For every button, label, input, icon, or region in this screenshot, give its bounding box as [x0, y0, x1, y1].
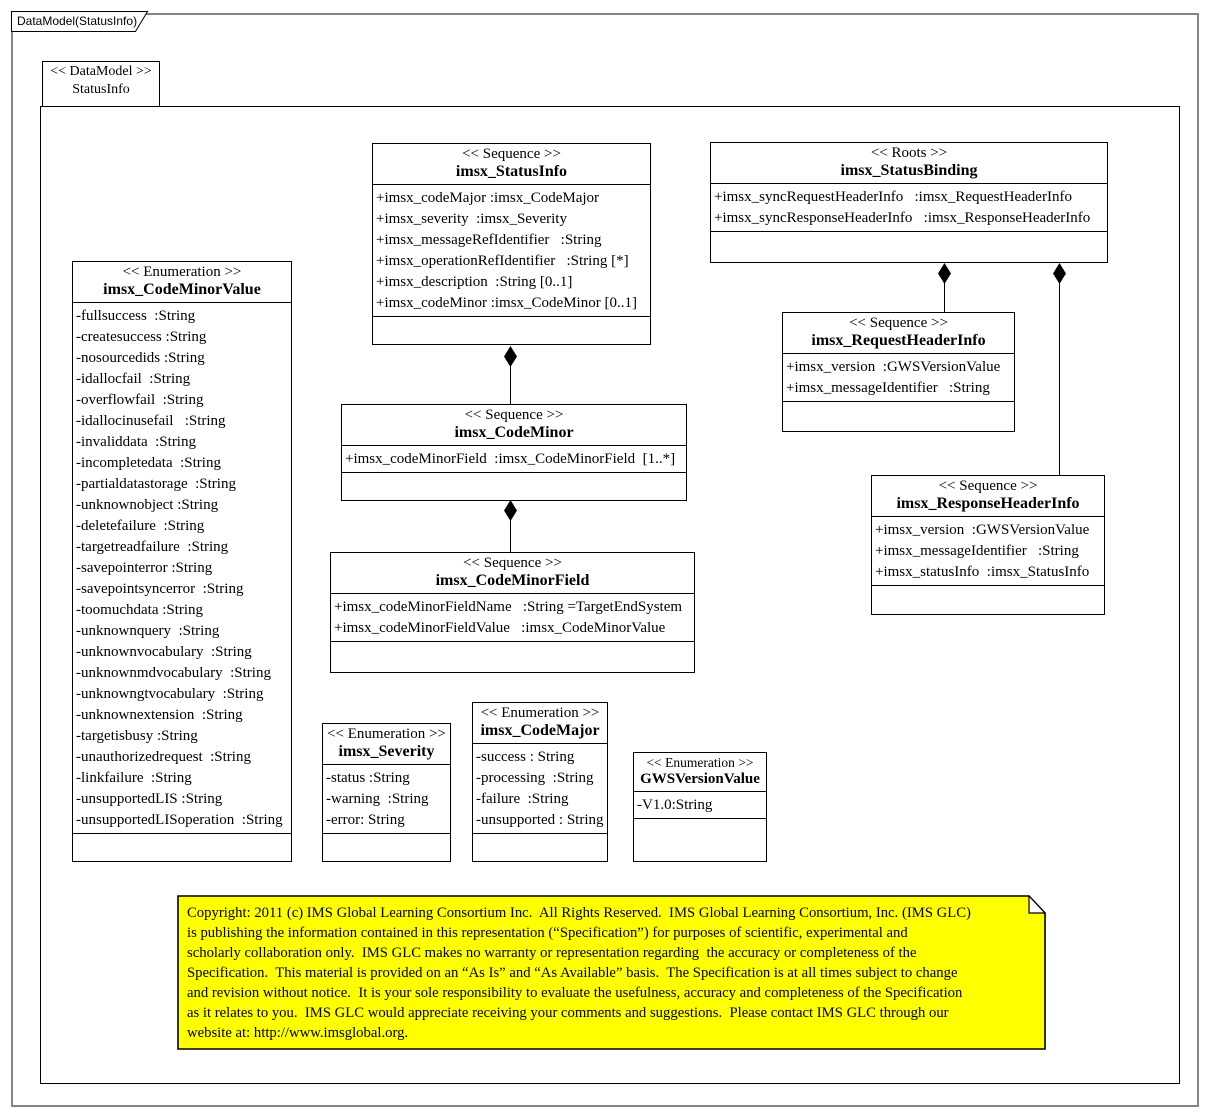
class-empty-compartment: [331, 641, 694, 672]
text-line: -V1.0:String: [637, 797, 713, 813]
class-imsx-codeminorfield: [330, 552, 695, 673]
text-line: +imsx_codeMinor :imsx_CodeMinor [0..1]: [376, 295, 637, 311]
class-name: imsx_CodeMinor: [454, 424, 574, 441]
class-stereotype: << Sequence >>: [462, 146, 561, 162]
text-line: +imsx_syncRequestHeaderInfo :imsx_RequestHeaderInfo: [714, 189, 1072, 205]
text-line: +imsx_codeMajor :imsx_CodeMajor: [376, 190, 600, 206]
class-stereotype: << Roots >>: [870, 145, 948, 161]
class-imsx-severity: [322, 723, 451, 862]
text-line: +imsx_messageRefIdentifier :String: [376, 232, 602, 248]
text-line: -success : String: [476, 749, 575, 765]
class-imsx-codeminorvalue: [72, 261, 292, 862]
text-line: +imsx_statusInfo :imsx_StatusInfo: [875, 564, 1090, 580]
diagram-tab: [11, 11, 161, 35]
text-line: -fullsuccess :String: [76, 308, 196, 324]
class-empty-compartment: [473, 833, 607, 861]
class-empty-compartment: [342, 472, 686, 500]
datamodel-stereotype: << DataModel >>: [50, 64, 152, 79]
text-line: -unknownvocabulary :String: [76, 644, 252, 660]
class-stereotype: << Enumeration >>: [122, 264, 242, 280]
text-line: -failure :String: [476, 791, 569, 807]
text-line: -error: String: [326, 812, 405, 828]
class-header: [711, 143, 1107, 184]
class-attributes: [711, 184, 1107, 231]
text-line: -idallocinusefail :String: [76, 413, 226, 429]
class-empty-compartment: [323, 833, 450, 861]
class-name: imsx_RequestHeaderInfo: [811, 332, 986, 349]
class-header: [783, 313, 1014, 354]
text-line: +imsx_messageIdentifier :String: [875, 543, 1079, 559]
class-empty-compartment: [711, 231, 1107, 262]
text-line: +imsx_description :String [0..1]: [376, 274, 573, 290]
connector-statusbinding-responseheaderinfo-line: [1059, 264, 1060, 475]
class-stereotype: << Sequence >>: [938, 478, 1038, 494]
text-line: -targetreadfailure :String: [76, 539, 229, 555]
class-header: [872, 476, 1104, 517]
class-attributes: [373, 185, 650, 316]
text-line: -savepointerror :String: [76, 560, 213, 576]
class-empty-compartment: [783, 401, 1014, 431]
class-attributes: [634, 792, 766, 818]
class-imsx-codemajor: [472, 702, 608, 862]
copyright-note: [177, 895, 1047, 1051]
class-imsx-responseheaderinfo: [871, 475, 1105, 615]
text-line: +imsx_severity :imsx_Severity: [376, 211, 567, 227]
text-line: -createsuccess :String: [76, 329, 207, 345]
datamodel-label-box: [42, 61, 160, 107]
class-header: [373, 144, 650, 185]
text-line: +imsx_codeMinorFieldName :String =TargetEndSystem: [334, 599, 683, 615]
text-line: -unknownmdvocabulary :String: [76, 665, 271, 681]
text-line: -partialdatastorage :String: [76, 476, 236, 492]
class-stereotype: << Sequence >>: [463, 555, 562, 571]
text-line: -overflowfail :String: [76, 392, 204, 408]
class-stereotype: << Sequence >>: [464, 407, 564, 423]
class-name: imsx_Severity: [338, 743, 435, 760]
text-line: -unauthorizedrequest :String: [76, 749, 251, 765]
text-line: -nosourcedids :String: [76, 350, 205, 366]
class-header: [331, 553, 694, 594]
class-name: imsx_CodeMajor: [480, 722, 600, 739]
class-attributes: [73, 303, 291, 833]
text-line: +imsx_version :GWSVersionValue: [786, 359, 1001, 375]
text-line: -linkfailure :String: [76, 770, 192, 786]
copyright-note-text: [187, 903, 1032, 1043]
class-attributes: [473, 744, 607, 833]
text-line: +imsx_codeMinorFieldValue :imsx_CodeMinorValue: [334, 620, 666, 636]
class-empty-compartment: [634, 818, 766, 861]
class-name: imsx_CodeMinorField: [435, 572, 590, 589]
text-line: -toomuchdata :String: [76, 602, 204, 618]
text-line: -unknownobject :String: [76, 497, 219, 513]
class-imsx-statusbinding: [710, 142, 1108, 263]
class-attributes: [323, 765, 450, 833]
diagram-tab-label: DataModel(StatusInfo): [17, 14, 138, 28]
text-line: -targetisbusy :String: [76, 728, 198, 744]
class-stereotype: << Enumeration >>: [327, 726, 446, 742]
class-empty-compartment: [872, 585, 1104, 614]
text-line: and revision without notice. It is your sole responsibility to evaluate the usefulness, accuracy and completeness of the Specification: [187, 985, 963, 1001]
class-attributes: [783, 354, 1014, 401]
text-line: +imsx_codeMinorField :imsx_CodeMinorField [1..*]: [345, 451, 676, 467]
class-name: GWSVersionValue: [640, 771, 760, 787]
text-line: -invaliddata :String: [76, 434, 196, 450]
text-line: website at: http://www.imsglobal.org.: [187, 1025, 409, 1041]
class-imsx-statusinfo: [372, 143, 651, 345]
class-empty-compartment: [373, 316, 650, 344]
class-gwsversionvalue: [633, 752, 767, 862]
text-line: -deletefailure :String: [76, 518, 205, 534]
datamodel-name: StatusInfo: [72, 82, 130, 97]
text-line: +imsx_messageIdentifier :String: [786, 380, 990, 396]
text-line: is publishing the information contained in this representation (“Specification”) for purposes of scientific, experimental and: [187, 925, 908, 941]
text-line: -idallocfail :String: [76, 371, 191, 387]
class-stereotype: << Enumeration >>: [480, 705, 600, 721]
text-line: +imsx_syncResponseHeaderInfo :imsx_ResponseHeaderInfo: [714, 210, 1091, 226]
text-line: -status :String: [326, 770, 410, 786]
text-line: -unsupportedLISoperation :String: [76, 812, 283, 828]
text-line: Copyright: 2011 (c) IMS Global Learning Consortium Inc. All Rights Reserved. IMS Global Learning Consortium, Inc. (IMS GLC): [187, 905, 971, 921]
class-stereotype: << Sequence >>: [849, 315, 948, 331]
class-attributes: [872, 517, 1104, 585]
class-header: [73, 262, 291, 303]
class-imsx-requestheaderinfo: [782, 312, 1015, 432]
text-line: scholarly collaboration only. IMS GLC makes no warranty or representation regarding the accuracy or completeness of the: [187, 945, 917, 961]
text-line: -warning :String: [326, 791, 429, 807]
class-attributes: [342, 446, 686, 472]
class-header: [634, 753, 766, 792]
text-line: -processing :String: [476, 770, 594, 786]
text-line: -unknowngtvocabulary :String: [76, 686, 264, 702]
class-attributes: [331, 594, 694, 641]
class-header: [473, 703, 607, 744]
text-line: as it relates to you. IMS GLC would appreciate receiving your comments and suggestions. Please contact IMS GLC through our: [187, 1005, 949, 1021]
text-line: -unsupported : String: [476, 812, 604, 828]
class-name: imsx_CodeMinorValue: [103, 281, 261, 298]
text-line: -unknownquery :String: [76, 623, 220, 639]
text-line: -savepointsyncerror :String: [76, 581, 244, 597]
class-name: imsx_StatusInfo: [455, 163, 568, 180]
text-line: +imsx_operationRefIdentifier :String [*]: [376, 253, 629, 269]
class-name: imsx_ResponseHeaderInfo: [896, 495, 1080, 512]
class-imsx-codeminor: [341, 404, 687, 501]
text-line: -unknownextension :String: [76, 707, 243, 723]
text-line: +imsx_version :GWSVersionValue: [875, 522, 1090, 538]
text-line: Specification. This material is provided on an “As Is” and “As Available” basis. The Specification is at all times subject to change: [187, 965, 958, 981]
class-empty-compartment: [73, 833, 291, 861]
class-header: [342, 405, 686, 446]
text-line: -incompletedata :String: [76, 455, 221, 471]
text-line: -unsupportedLIS :String: [76, 791, 223, 807]
class-stereotype: << Enumeration >>: [646, 755, 754, 770]
class-header: [323, 724, 450, 765]
class-name: imsx_StatusBinding: [840, 162, 978, 179]
